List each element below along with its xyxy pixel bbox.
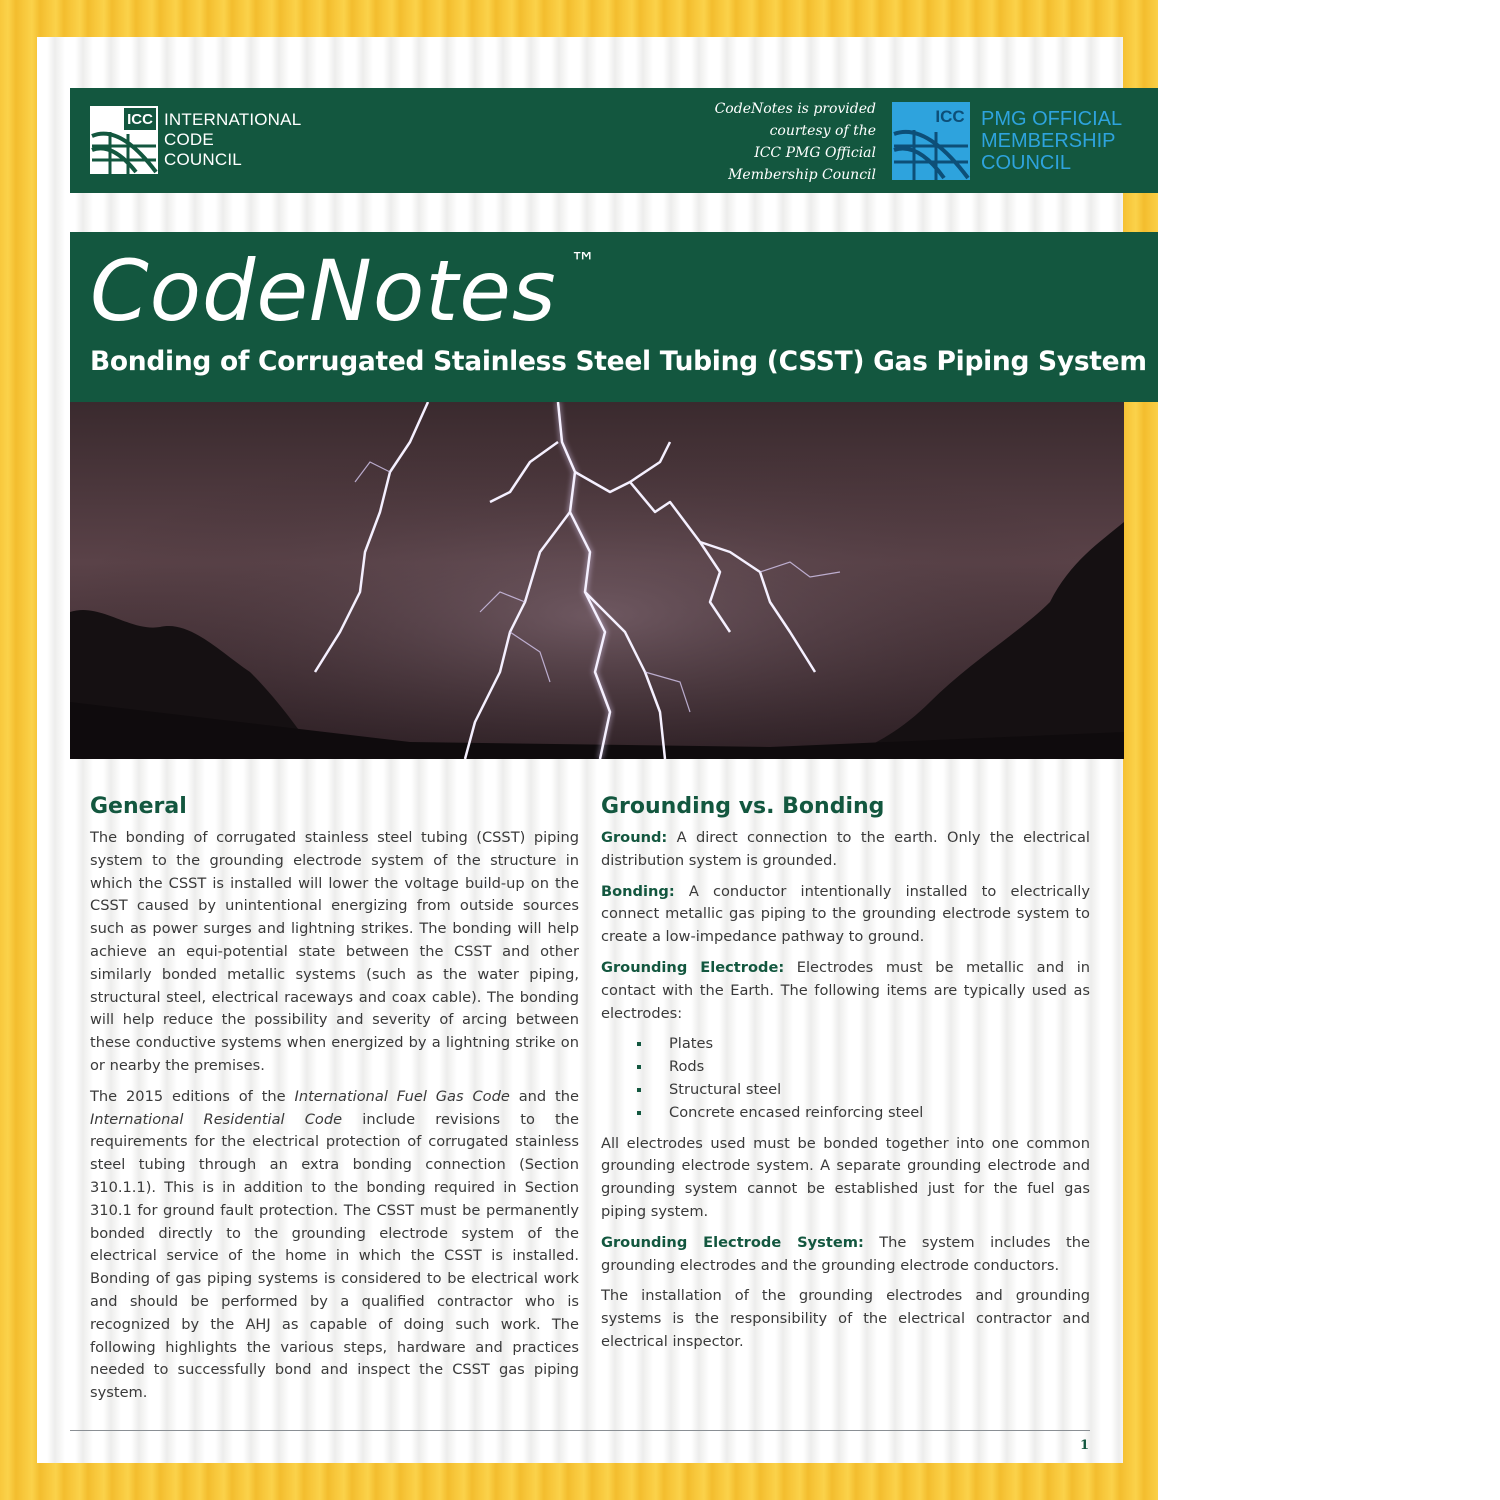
list-item — [637, 1033, 1090, 1056]
icc-name-line: COUNCIL — [164, 150, 242, 169]
electrodes-bonded-paragraph: All electrodes used must be bonded together into one common grounding electrode system. A separate grounding electrode and grounding system cannot be established just for the fuel gas piping system. — [601, 1134, 1090, 1220]
term-label: Grounding Electrode System: — [601, 1233, 864, 1251]
courtesy-note — [706, 98, 876, 186]
icc-name-line: CODE — [164, 130, 214, 149]
text-run: The 2015 editions of the — [90, 1087, 295, 1105]
general-paragraph-1: The bonding of corrugated stainless steel tubing (CSST) piping system to the grounding electrode system of the structure in which the CSST is installed will lower the voltage build-up on the CSST caused by unintentional energizing from outside sources such as power surges and lightning strikes. The bonding will help achieve an equi-potential state between the CSST and other similarly bonded metallic systems (such as the water piping, structural steel, electrical raceways and coax cable). The bonding will help reduce the possibility and severity of arcing between these conductive systems when energized by a lightning strike on or nearby the premises. — [90, 829, 579, 1074]
pmg-name — [981, 108, 1122, 174]
code-title-irc: International Residential Code — [90, 1110, 343, 1128]
pmg-name-line: MEMBERSHIP — [981, 130, 1116, 152]
list-item-label: Structural steel — [669, 1080, 782, 1098]
definition-text: A conductor intentionally installed to electrically connect metallic gas piping to the grounding electrode system to create a low-impedance pathway to ground. — [601, 882, 1090, 946]
definition-text: A direct connection to the earth. Only the electrical distribution system is grounded. — [601, 829, 1090, 869]
footer-rule — [70, 1430, 1090, 1431]
courtesy-line: CodeNotes is provided — [714, 101, 876, 117]
text-run: include revisions to the requirements for the electrical protection of corrugated stainless steel tubing through an extra bonding connection (Section 310.1.1). This is in addition to the bonding required in Section 310.1 for ground fault protection. The CSST must be permanently bonded directly to the grounding electrode system of the electrical service of the home in which the CSST is installed. Bonding of gas piping systems is considered to be electrical work and should be performed by a qualified contractor who is recognized by the AHJ as capable of doing such work. The following highlights the various steps, hardware and practices needed to successfully bond and inspect the CSST gas piping system. — [90, 1110, 579, 1402]
lightning-image — [70, 402, 1124, 759]
document-subtitle: Bonding of Corrugated Stainless Steel Tubing (CSST) Gas Piping System — [90, 346, 1147, 377]
definition-text: The system includes the grounding electrodes and the grounding electrode conductors. — [601, 1233, 1090, 1274]
electrode-list — [601, 1033, 1090, 1124]
general-section — [90, 790, 579, 1413]
svg-text:ICC: ICC — [127, 111, 153, 128]
courtesy-line: courtesy of the — [769, 123, 876, 139]
title-band — [70, 232, 1158, 402]
bullet-icon — [637, 1065, 641, 1069]
list-item — [637, 1102, 1090, 1125]
term-label: Grounding Electrode: — [601, 958, 785, 976]
trademark-symbol: ™ — [570, 248, 596, 278]
svg-text:ICC: ICC — [935, 107, 965, 126]
courtesy-line: Membership Council — [728, 167, 876, 183]
bullet-icon — [637, 1042, 641, 1046]
installation-paragraph: The installation of the grounding electrodes and grounding systems is the responsibility of the electrical contractor and electrical inspector. — [601, 1287, 1090, 1350]
electrode-definition — [601, 957, 1090, 1025]
bullet-icon — [637, 1088, 641, 1092]
term-label: Bonding: — [601, 882, 675, 900]
code-title-ifgc: International Fuel Gas Code — [294, 1087, 510, 1105]
icc-name-line: INTERNATIONAL — [164, 110, 302, 129]
general-paragraph-2 — [90, 1086, 579, 1405]
term-label: Ground: — [601, 829, 668, 846]
bullet-icon — [637, 1111, 641, 1115]
list-item — [637, 1056, 1090, 1079]
brand-title: CodeNotes — [90, 242, 557, 340]
icc-logo-icon — [90, 106, 158, 174]
ground-definition — [601, 827, 1090, 873]
bonding-definition — [601, 881, 1090, 949]
general-heading: General — [90, 794, 187, 819]
list-item-label: Concrete encased reinforcing steel — [669, 1103, 924, 1121]
definition-text: Electrodes must be metallic and in contact with the Earth. The following items are typically used as electrodes: — [601, 958, 1090, 1022]
grounding-heading: Grounding vs. Bonding — [601, 794, 885, 819]
lightning-photo — [70, 402, 1124, 759]
list-item-label: Rods — [669, 1058, 705, 1076]
icc-name — [164, 110, 301, 170]
header-band — [70, 88, 1158, 193]
grounding-section — [601, 790, 1090, 1362]
pmg-name-line: PMG OFFICIAL — [981, 108, 1123, 130]
list-item-label: Plates — [669, 1035, 714, 1053]
text-run: and the — [509, 1087, 579, 1105]
pmg-name-line: COUNCIL — [981, 152, 1072, 174]
courtesy-line: ICC PMG Official — [754, 145, 876, 161]
electrode-system-definition — [601, 1232, 1090, 1278]
list-item — [637, 1079, 1090, 1102]
pmg-logo-icon — [892, 102, 970, 180]
page-number: 1 — [1080, 1438, 1090, 1453]
